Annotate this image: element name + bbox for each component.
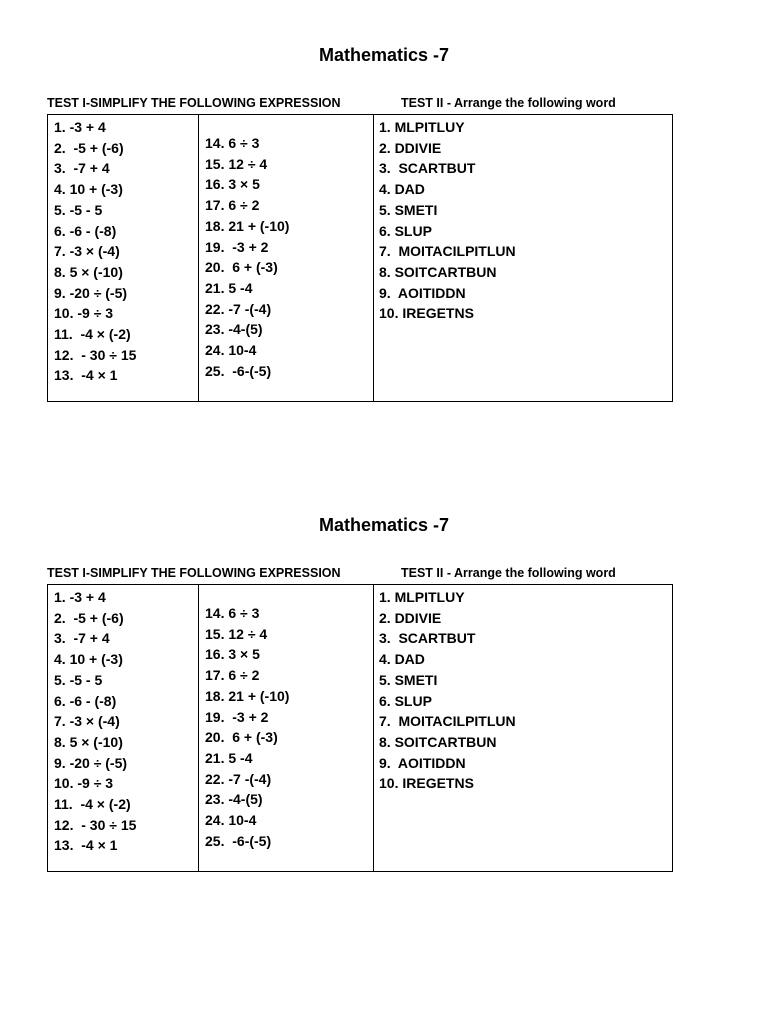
test2-heading: TEST II - Arrange the following word: [401, 566, 616, 580]
test1-item: 21. 5 -4: [205, 279, 253, 296]
test2-word: 7. MOITACILPITLUN: [379, 713, 516, 730]
test1-item: 17. 6 ÷ 2: [205, 197, 260, 214]
test1-item: 24. 10-4: [205, 812, 257, 829]
test2-heading: TEST II - Arrange the following word: [401, 96, 616, 110]
test2-word: 4. DAD: [379, 651, 425, 668]
test1-item: 3. -7 + 4: [54, 630, 110, 647]
test1-item: 3. -7 + 4: [54, 160, 110, 177]
test1-item: 8. 5 × (-10): [54, 733, 123, 750]
test1-item: 14. 6 ÷ 3: [205, 135, 260, 151]
test1-column-1: [48, 585, 199, 871]
test1-item: 25. -6-(-5): [205, 832, 272, 849]
test1-column-2: [198, 585, 374, 871]
test1-item: 9. -20 ÷ (-5): [54, 754, 128, 771]
test1-item: 12. - 30 ÷ 15: [54, 346, 137, 363]
test2-word: 2. DDIVIE: [379, 609, 442, 626]
test2-word: 7. MOITACILPITLUN: [379, 243, 516, 260]
test1-item: 19. -3 + 2: [205, 708, 269, 725]
worksheet-title: Mathematics -7: [318, 45, 450, 65]
test1-item: 7. -3 × (-4): [54, 713, 120, 730]
test1-item: 5. -5 - 5: [54, 201, 103, 218]
test1-item: 11. -4 × (-2): [54, 326, 131, 343]
test1-item: 4. 10 + (-3): [54, 651, 123, 668]
test2-word: 9. AOITIDDN: [379, 754, 466, 771]
test1-item: 18. 21 + (-10): [205, 687, 290, 704]
test1-item: 22. -7 -(-4): [205, 770, 272, 787]
worksheet-bottom: [0, 470, 768, 870]
test1-item: 22. -7 -(-4): [205, 300, 272, 317]
worksheet-table: [47, 114, 673, 402]
test1-item: 11. -4 × (-2): [54, 796, 131, 813]
test1-item: 25. -6-(-5): [205, 362, 272, 379]
test1-item: 12. - 30 ÷ 15: [54, 816, 137, 833]
test2-word: 6. SLUP: [379, 222, 432, 239]
test2-word: 3. SCARTBUT: [379, 160, 476, 177]
test2-word: 8. SOITCARTBUN: [379, 263, 497, 280]
test1-item: 17. 6 ÷ 2: [205, 667, 260, 684]
test1-item: 4. 10 + (-3): [54, 181, 123, 198]
test2-word: 8. SOITCARTBUN: [379, 733, 497, 750]
test1-column-2: [198, 115, 374, 401]
test2-word: 1. MLPITLUY: [379, 589, 465, 605]
worksheet-top: [0, 0, 768, 400]
test1-item: 19. -3 + 2: [205, 238, 269, 255]
test1-item: 7. -3 × (-4): [54, 243, 120, 260]
test2-column: [373, 585, 672, 871]
test1-item: 6. -6 - (-8): [54, 692, 117, 709]
test2-column: [373, 115, 672, 401]
test1-item: 16. 3 × 5: [205, 176, 260, 193]
test1-item: 20. 6 + (-3): [205, 259, 278, 276]
test1-item: 15. 12 ÷ 4: [205, 625, 268, 642]
test1-item: 2. -5 + (-6): [54, 139, 124, 156]
test2-word: 5. SMETI: [379, 201, 438, 218]
test1-item: 1. -3 + 4: [54, 589, 106, 605]
test1-item: 21. 5 -4: [205, 749, 253, 766]
test1-heading: TEST I-SIMPLIFY THE FOLLOWING EXPRESSION: [47, 566, 341, 580]
test1-item: 1. -3 + 4: [54, 119, 106, 135]
test2-word: 10. IREGETNS: [379, 305, 474, 322]
worksheet-table: [47, 584, 673, 872]
test1-item: 9. -20 ÷ (-5): [54, 284, 128, 301]
test1-item: 15. 12 ÷ 4: [205, 155, 268, 172]
test1-item: 18. 21 + (-10): [205, 217, 290, 234]
test1-item: 16. 3 × 5: [205, 646, 260, 663]
test1-item: 10. -9 ÷ 3: [54, 305, 114, 322]
test2-word: 6. SLUP: [379, 692, 432, 709]
test1-item: 6. -6 - (-8): [54, 222, 117, 239]
test2-word: 3. SCARTBUT: [379, 630, 476, 647]
test1-item: 13. -4 × 1: [54, 367, 118, 384]
test1-item: 23. -4-(5): [205, 791, 263, 808]
test1-item: 20. 6 + (-3): [205, 729, 278, 746]
test1-item: 8. 5 × (-10): [54, 263, 123, 280]
test1-item: 5. -5 - 5: [54, 671, 103, 688]
worksheet-title: Mathematics -7: [318, 515, 450, 535]
test1-column-1: [48, 115, 199, 401]
test1-item: 24. 10-4: [205, 342, 257, 359]
test1-item: 13. -4 × 1: [54, 837, 118, 854]
test1-item: 23. -4-(5): [205, 321, 263, 338]
test2-word: 1. MLPITLUY: [379, 119, 465, 135]
test1-item: 2. -5 + (-6): [54, 609, 124, 626]
test2-word: 2. DDIVIE: [379, 139, 442, 156]
test2-word: 9. AOITIDDN: [379, 284, 466, 301]
test1-item: 10. -9 ÷ 3: [54, 775, 114, 792]
test2-word: 10. IREGETNS: [379, 775, 474, 792]
test2-word: 5. SMETI: [379, 671, 438, 688]
test1-heading: TEST I-SIMPLIFY THE FOLLOWING EXPRESSION: [47, 96, 341, 110]
test1-item: 14. 6 ÷ 3: [205, 605, 260, 621]
test2-word: 4. DAD: [379, 181, 425, 198]
